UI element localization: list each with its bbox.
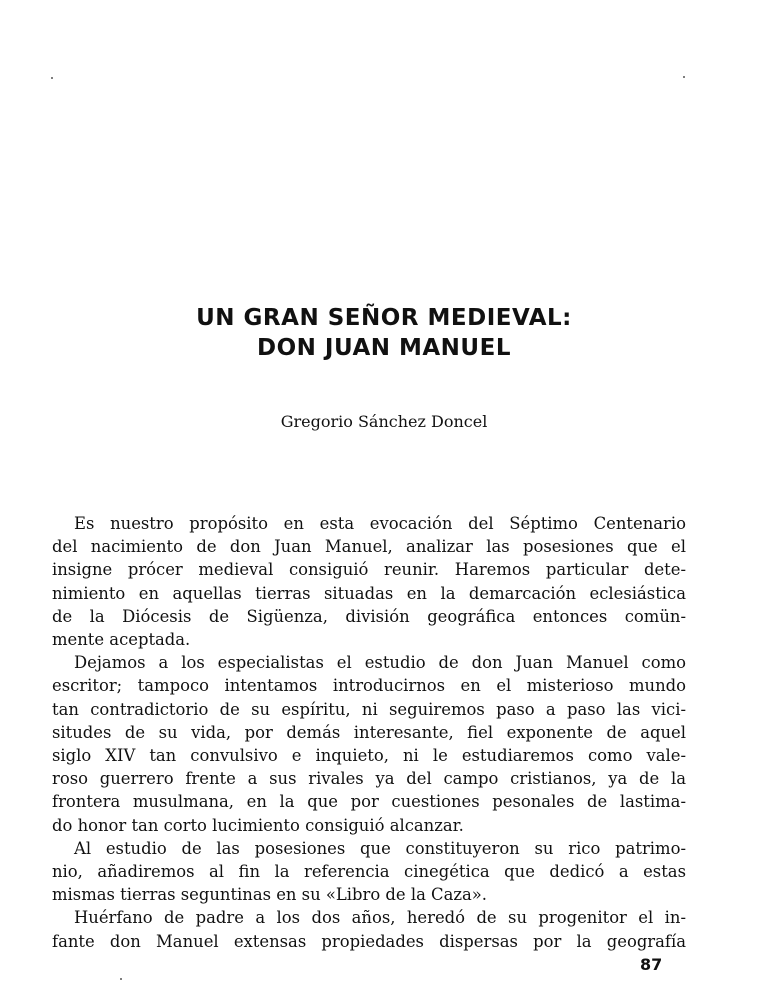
text-line: tan contradictorio de su espíritu, ni seguiremos paso a paso las vici-: [52, 699, 686, 719]
text-line: de la Diócesis de Sigüenza, división geográfica entonces comün-: [52, 606, 686, 626]
text-line: insigne prócer medieval consiguió reunir. Haremos particular dete-: [52, 560, 686, 580]
text-line: Dejamos a los especialistas el estudio de don Juan Manuel como: [74, 653, 686, 673]
text-line: situdes de su vida, por demás interesante, fiel exponente de aquel: [52, 722, 686, 742]
text-line: del nacimiento de don Juan Manuel, analizar las posesiones que el: [52, 537, 686, 557]
text-line: escritor; tampoco intentamos introducirnos en el misterioso mundo: [52, 676, 686, 696]
text-line: Huérfano de padre a los dos años, heredó de su progenitor el in-: [74, 908, 686, 928]
paragraph: [52, 512, 686, 651]
article-body: [52, 512, 686, 953]
article-title-line-1: UN GRAN SEÑOR MEDIEVAL:: [196, 305, 572, 331]
text-line: mente aceptada.: [52, 630, 191, 650]
paragraph: [52, 906, 686, 952]
article-title-line-2: DON JUAN MANUEL: [257, 335, 511, 361]
article-author: Gregorio Sánchez Doncel: [280, 412, 488, 431]
scan-speck: [683, 76, 685, 78]
scan-speck: [51, 77, 53, 79]
text-line: Al estudio de las posesiones que constituyeron su rico patrimo-: [74, 838, 686, 858]
paragraph: [52, 651, 686, 837]
text-line: fante don Manuel extensas propiedades dispersas por la geografía: [52, 931, 686, 951]
paragraph: [52, 837, 686, 907]
text-line: frontera musulmana, en la que por cuestiones pesonales de lastima-: [52, 792, 686, 812]
text-line: nimiento en aquellas tierras situadas en la demarcación eclesiástica: [52, 583, 686, 603]
text-line: nio, añadiremos al fin la referencia cinegética que dedicó a estas: [52, 862, 686, 882]
page-number: 87: [640, 955, 663, 974]
text-line: Es nuestro propósito en esta evocación del Séptimo Centenario: [74, 514, 686, 533]
text-line: mismas tierras seguntinas en su «Libro de la Caza».: [52, 885, 488, 905]
text-line: do honor tan corto lucimiento consiguió alcanzar.: [52, 815, 464, 835]
text-line: roso guerrero frente a sus rivales ya del campo cristianos, ya de la: [52, 769, 686, 789]
text-line: siglo XIV tan convulsivo e inquieto, ni le estudiaremos como vale-: [52, 746, 686, 766]
scan-speck: [120, 978, 122, 980]
